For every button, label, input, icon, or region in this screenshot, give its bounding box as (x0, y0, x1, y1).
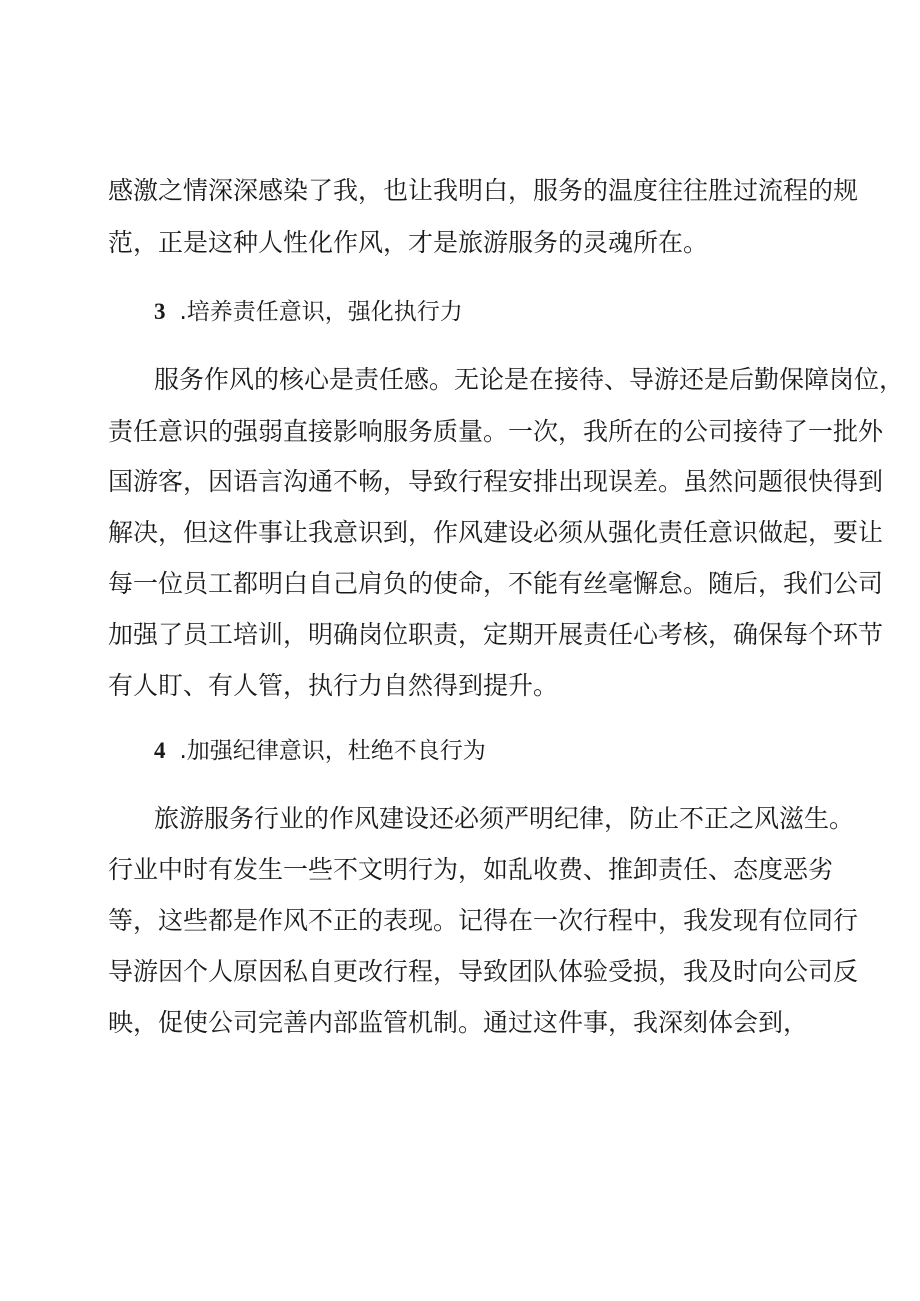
section-heading-3 (154, 297, 463, 327)
paragraph-2-line-3: 国游客，因语言沟通不畅，导致行程安排出现误差。虽然问题很快得到 (108, 467, 884, 496)
paragraph-3-line-4: 导游因个人原因私自更改行程，导致团队体验受损，我及时向公司反 (108, 957, 859, 986)
paragraph-3-line-1: 旅游服务行业的作风建设还必须严明纪律，防止不正之风滋生。 (154, 804, 855, 833)
paragraph-2-line-7: 有人盯、有人管，执行力自然得到提升。 (108, 671, 559, 700)
paragraph-1-line-2: 范，正是这种人性化作风，才是旅游服务的灵魂所在。 (108, 228, 709, 257)
paragraph-2-line-6: 加强了员工培训，明确岗位职责，定期开展责任心考核，确保每个环节 (108, 620, 884, 649)
section-heading-4 (154, 736, 486, 766)
paragraph-1-line-1: 感激之情深深感染了我，也让我明白，服务的温度往往胜过流程的规 (108, 176, 859, 205)
paragraph-2-line-5: 每一位员工都明白自己肩负的使命，不能有丝毫懈怠。随后，我们公司 (108, 569, 884, 598)
paragraph-2-line-4: 解决，但这件事让我意识到，作风建设必须从强化责任意识做起，要让 (108, 518, 884, 547)
section-number: 4 (154, 738, 166, 763)
section-number: 3 (154, 299, 166, 324)
paragraph-3-line-5: 映，促使公司完善内部监管机制。通过这件事，我深刻体会到， (108, 1008, 809, 1037)
paragraph-2-line-2: 责任意识的强弱直接影响服务质量。一次，我所在的公司接待了一批外 (108, 417, 884, 446)
section-title: .培养责任意识，强化执行力 (179, 299, 463, 325)
paragraph-3-line-3: 等，这些都是作风不正的表现。记得在一次行程中，我发现有位同行 (108, 906, 859, 935)
paragraph-2-line-1: 服务作风的核心是责任感。无论是在接待、导游还是后勤保障岗位， (154, 365, 905, 394)
section-title: .加强纪律意识，杜绝不良行为 (179, 738, 486, 764)
paragraph-3-line-2: 行业中时有发生一些不文明行为，如乱收费、推卸责任、态度恶劣 (108, 855, 834, 884)
